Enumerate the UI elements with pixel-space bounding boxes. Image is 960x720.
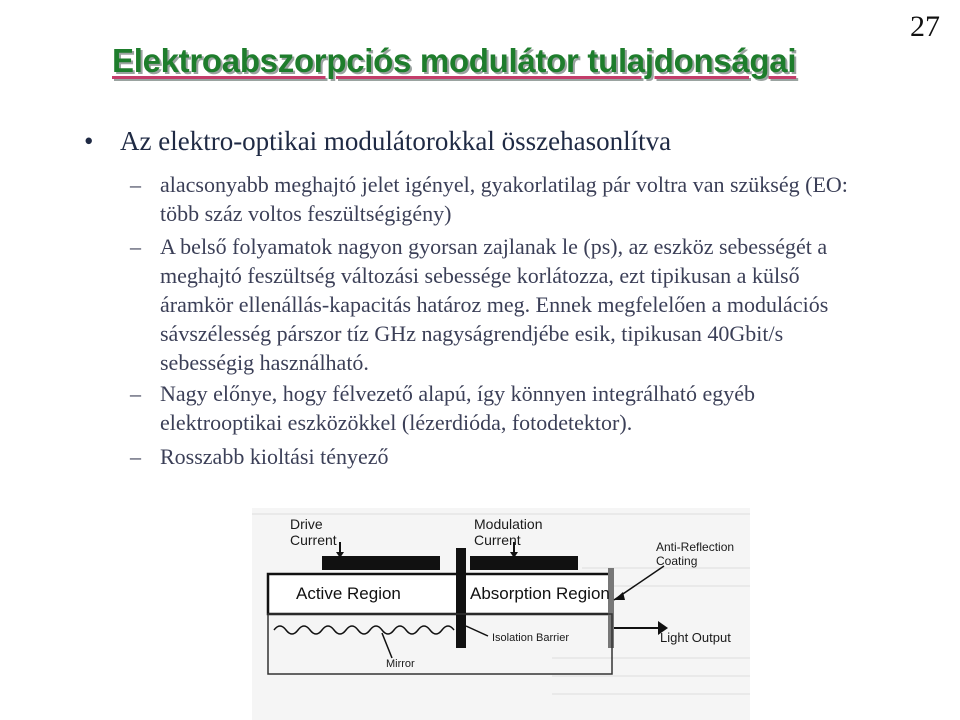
sub-item xyxy=(130,232,870,377)
isolation-barrier-label: Isolation Barrier xyxy=(492,632,570,644)
modulator-diagram xyxy=(252,508,750,720)
mirror-label: Mirror xyxy=(386,658,415,670)
sub-item-text: Rosszabb kioltási tényező xyxy=(160,444,389,469)
active-region-label: Active Region xyxy=(296,584,401,603)
slide-title: Elektroabszorpciós modulátor tulajdonságai xyxy=(112,42,797,79)
mirror-grating xyxy=(274,626,454,634)
modulation-current-label: Modulation Current xyxy=(474,516,543,548)
dash-icon: – xyxy=(130,444,141,469)
anti-reflection-coating xyxy=(608,568,614,648)
sub-item xyxy=(130,379,870,437)
drive-electrode xyxy=(322,556,440,570)
bullet-icon: • xyxy=(84,126,94,156)
sub-item xyxy=(130,170,870,228)
absorption-region-label: Absorption Region xyxy=(470,584,610,603)
slide-number: 27 xyxy=(910,10,940,43)
drive-current-label: Drive Current xyxy=(290,516,337,548)
main-bullet-text: Az elektro-optikai modulátorokkal összehasonlítva xyxy=(120,126,672,156)
isolation-barrier xyxy=(456,548,466,648)
dash-icon: – xyxy=(130,172,141,197)
dash-icon: – xyxy=(130,234,141,259)
main-bullet xyxy=(84,126,671,157)
sub-item xyxy=(130,442,870,471)
anti-reflection-label: Anti-Reflection Coating xyxy=(656,540,735,568)
sub-item-text: Nagy előnye, hogy félvezető alapú, így könnyen integrálható egyéb elektrooptikai eszközökkel (lézerdióda, fotodetektor). xyxy=(160,381,756,435)
light-output-label: Light Output xyxy=(660,630,731,645)
modulation-electrode xyxy=(470,556,578,570)
dash-icon: – xyxy=(130,381,141,406)
sub-item-text: alacsonyabb meghajtó jelet igényel, gyakorlatilag pár voltra van szükség (EO: több száz voltos feszültségigény) xyxy=(160,172,848,226)
sub-item-text: A belső folyamatok nagyon gyorsan zajlanak le (ps), az eszköz sebességét a meghajtó feszültség változási sebessége korlátozza, ezt tipikusan a külső áramkör ellenállás-kapacitás határoz meg. Ennek megfelelően a modulációs sávszélesség párszor tíz GHz nagyságrendjébe esik, tipikusan 40Gbit/s sebességig használható. xyxy=(160,234,829,375)
